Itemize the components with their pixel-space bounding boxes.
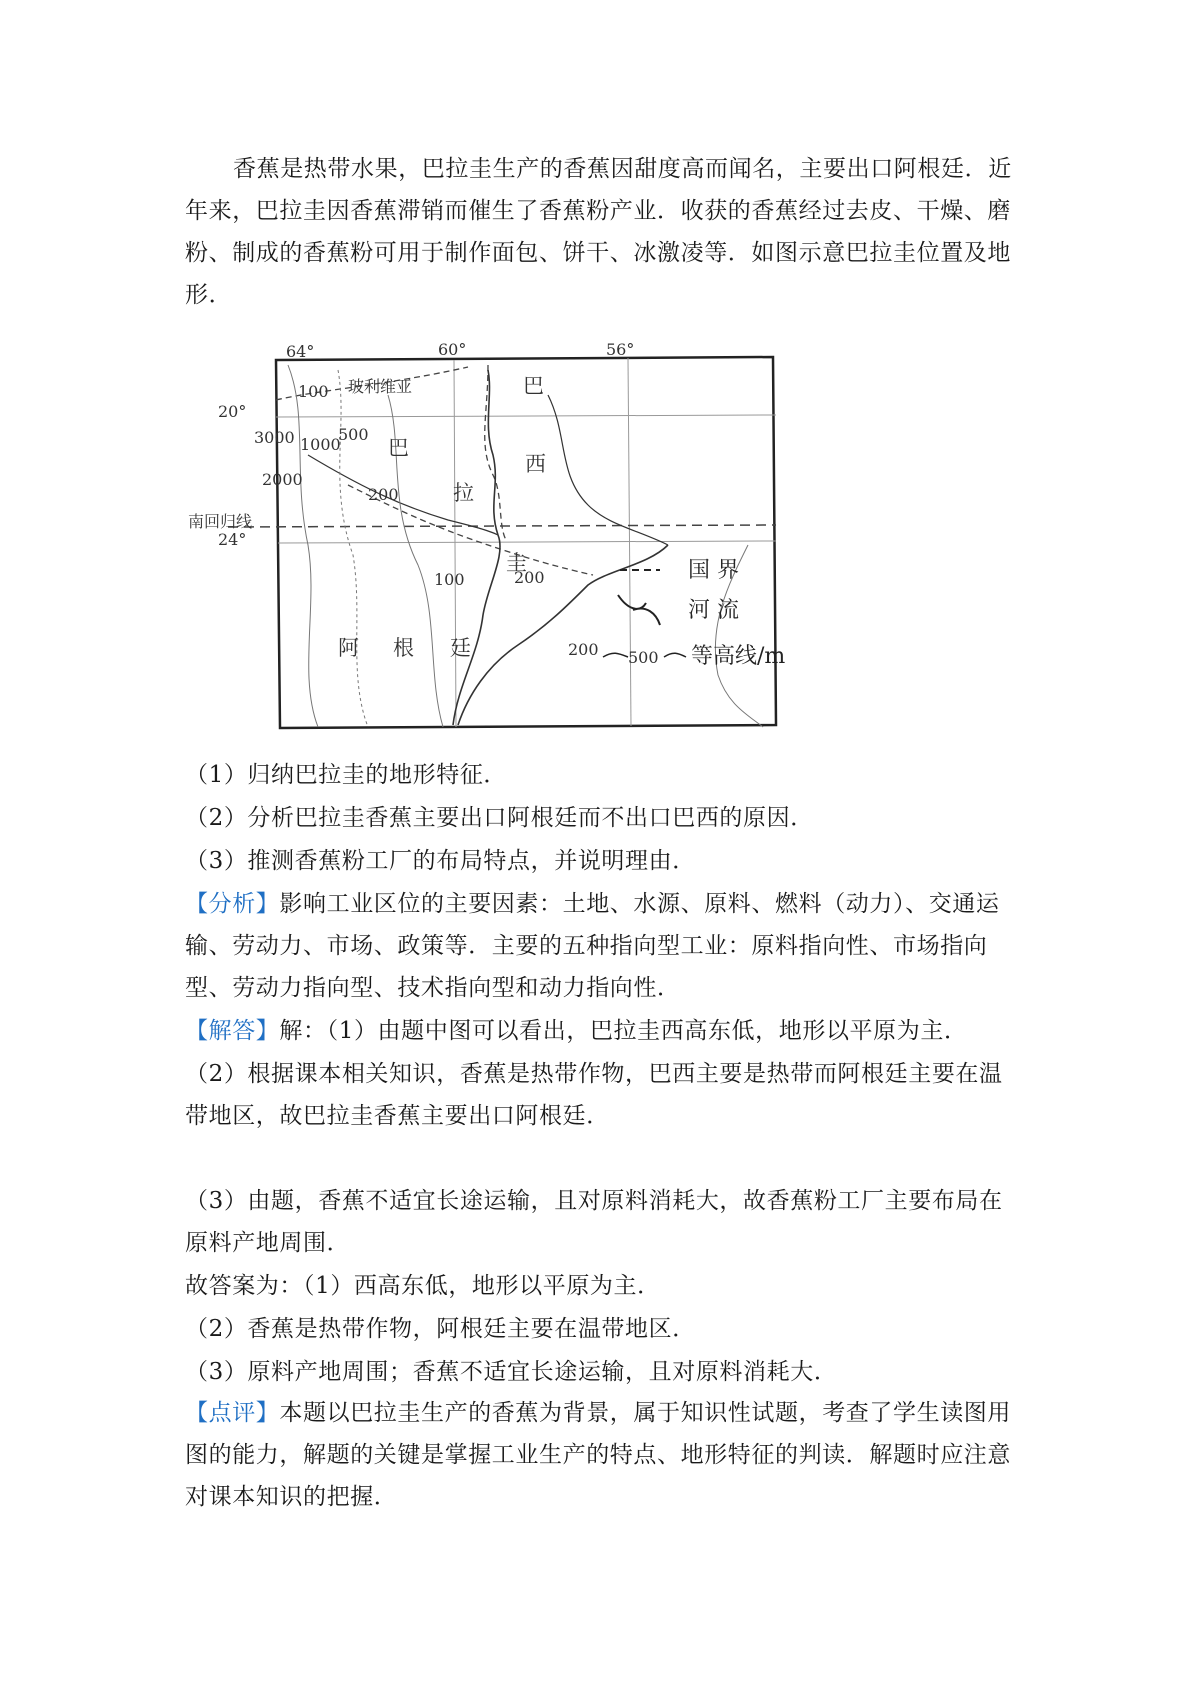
lon-label-60: 60° <box>438 340 467 359</box>
border-brazil <box>485 365 506 540</box>
legend-contour-symbol-2 <box>664 653 686 657</box>
solution-text-1: 解：（1）由题中图可以看出，巴拉圭西高东低，地形以平原为主． <box>279 1018 968 1044</box>
country-argentina-2: 根 <box>393 636 414 660</box>
legend-contour-value: 500 <box>628 648 659 667</box>
contour-label-2000: 2000 <box>262 470 303 489</box>
river-brazil <box>548 395 668 545</box>
question-3: （3）推测香蕉粉工厂的布局特点，并说明理由． <box>185 848 696 874</box>
contour-line-1000 <box>288 365 318 727</box>
question-2: （2）分析巴拉圭香蕉主要出口阿根廷而不出口巴西的原因． <box>185 805 814 831</box>
legend-river-symbol <box>618 595 660 625</box>
lat-label-24: 24° <box>218 530 247 549</box>
paraguay-map-figure <box>188 340 853 740</box>
legend-contour-label: 等高线/m <box>691 644 786 669</box>
legend-river-label: 河 流 <box>688 598 739 623</box>
country-brazil-1: 巴 <box>523 374 544 398</box>
contour-line-500 <box>338 370 368 727</box>
lon-label-56: 56° <box>606 340 635 359</box>
review-text: 本题以巴拉圭生产的香蕉为背景，属于知识性试题，考查了学生读图用图的能力，解题的关键是掌握工业生产的特点、地形特征的判读．解题时应注意对课本知识的把握． <box>185 1400 1012 1510</box>
solution-step-1 <box>185 1010 1025 1052</box>
country-argentina-3: 廷 <box>450 636 471 660</box>
tropic-label: 南回归线 <box>188 512 253 531</box>
answer-3: （3）原料产地周围；香蕉不适宜长途运输，且对原料消耗大． <box>185 1359 838 1385</box>
country-argentina-1: 阿 <box>338 636 359 660</box>
contour-label-200-c: 200 <box>568 640 599 659</box>
country-paraguay-3: 圭 <box>506 551 527 575</box>
contour-label-1000: 1000 <box>300 435 341 454</box>
contour-label-100: 100 <box>434 570 465 589</box>
country-bolivia: 玻利维亚 <box>348 377 413 396</box>
lon-line-60 <box>454 360 456 727</box>
question-1: （1）归纳巴拉圭的地形特征． <box>185 762 508 788</box>
contour-label-200-b: 200 <box>514 568 545 587</box>
analysis-tag: 【分析】 <box>185 891 280 917</box>
review-tag: 【点评】 <box>185 1400 280 1426</box>
country-paraguay-1: 巴 <box>388 436 409 460</box>
contour-label-500: 500 <box>338 425 369 444</box>
analysis-section <box>185 883 1025 1009</box>
lat-line-24 <box>278 541 776 543</box>
answer-1: 故答案为：（1）西高东低，地形以平原为主． <box>185 1273 661 1299</box>
contour-label-100-b: 100 <box>298 382 329 401</box>
solution-step-3: （3）由题，香蕉不适宜长途运输，且对原料消耗大，故香蕉粉工厂主要布局在原料产地周围． <box>185 1188 1003 1256</box>
legend-border-label: 国 界 <box>688 558 739 583</box>
analysis-text: 影响工业区位的主要因素：土地、水源、原料、燃料（动力）、交通运输、劳动力、市场、政策等．主要的五种指向型工业：原料指向性、市场指向型、劳动力指向型、技术指向型和动力指向性． <box>185 891 1000 1001</box>
answer-2: （2）香蕉是热带作物，阿根廷主要在温带地区． <box>185 1316 696 1342</box>
contour-label-200: 200 <box>368 485 399 504</box>
intro-paragraph: 香蕉是热带水果，巴拉圭生产的香蕉因甜度高而闻名，主要出口阿根廷．近年来，巴拉圭因香蕉滞销而催生了香蕉粉产业．收获的香蕉经过去皮、干燥、磨粉、制成的香蕉粉可用于制作面包、饼干、冰激凌等．如图示意巴拉圭位置及地形． <box>185 156 1012 308</box>
lat-label-20: 20° <box>218 402 247 421</box>
solution-tag: 【解答】 <box>185 1018 280 1044</box>
country-paraguay-2: 拉 <box>453 481 474 505</box>
contour-label-3000: 3000 <box>254 428 295 447</box>
river-parana <box>458 545 668 725</box>
review-section <box>185 1392 1025 1518</box>
lon-label-64: 64° <box>286 342 315 361</box>
solution-step-2: （2）根据课本相关知识，香蕉是热带作物，巴西主要是热带而阿根廷主要在温带地区，故巴拉圭香蕉主要出口阿根廷． <box>185 1061 1003 1129</box>
lat-line-20 <box>276 415 776 417</box>
country-brazil-2: 西 <box>525 452 546 476</box>
legend-contour-symbol <box>603 653 628 657</box>
river-paraguay <box>453 370 500 725</box>
